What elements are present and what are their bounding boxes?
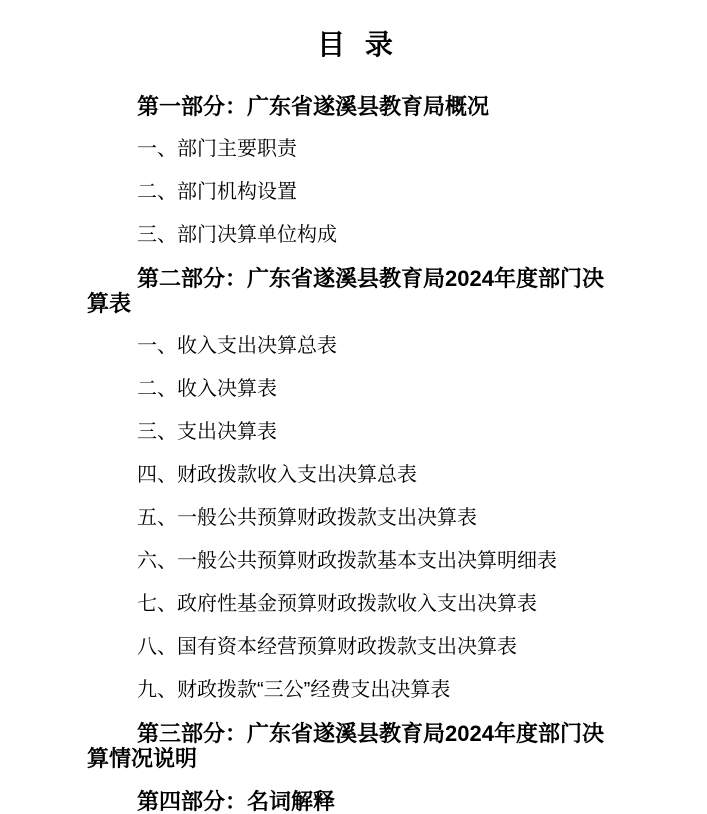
toc-item: 三、支出决算表 [137,421,277,443]
toc-part-4-heading: 第四部分：名词解释 [137,789,336,814]
toc-item: 二、收入决算表 [137,378,277,400]
toc-part-2-heading: 第二部分：广东省遂溪县教育局2024年度部门决算表 [87,266,604,316]
toc-title: 目 录 [317,29,394,60]
table-of-contents [87,94,624,814]
toc-item: 三、部门决算单位构成 [137,224,337,246]
toc-item: 四、财政拨款收入支出决算总表 [137,464,417,486]
toc-item: 九、财政拨款“三公”经费支出决算表 [137,679,451,701]
toc-item: 二、部门机构设置 [137,181,297,203]
toc-part-1-heading: 第一部分：广东省遂溪县教育局概况 [137,94,490,119]
toc-item: 六、一般公共预算财政拨款基本支出决算明细表 [137,550,557,572]
toc-item: 五、一般公共预算财政拨款支出决算表 [137,507,477,529]
toc-item: 八、国有资本经营预算财政拨款支出决算表 [137,636,517,658]
toc-part-3-heading: 第三部分：广东省遂溪县教育局2024年度部门决算情况说明 [87,721,604,771]
toc-item: 一、收入支出决算总表 [137,335,337,357]
toc-item: 一、部门主要职责 [137,138,297,160]
toc-item: 七、政府性基金预算财政拨款收入支出决算表 [137,593,537,615]
